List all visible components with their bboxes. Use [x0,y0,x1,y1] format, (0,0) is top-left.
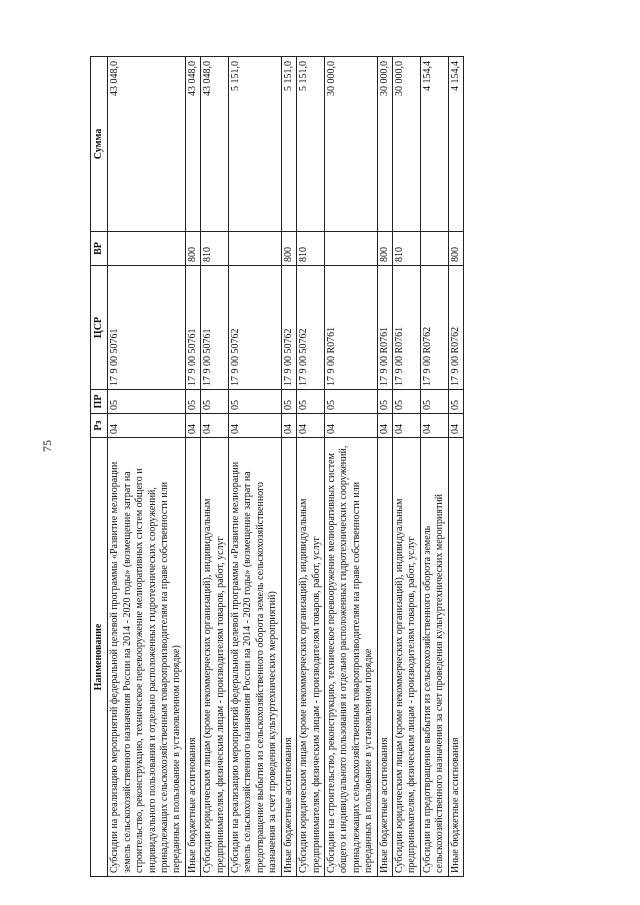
header-vr: ВР [91,232,108,266]
cell-vr: 810 [201,232,229,266]
cell-pr: 05 [201,390,229,414]
table-row [185,57,200,877]
cell-sum: 43 048,0 [108,57,185,232]
page-number: 75 [40,440,54,452]
cell-pr: 05 [297,390,325,414]
cell-name: Иные бюджетные ассигнования [281,438,296,877]
cell-csr: 17 9 00 R0761 [392,266,420,390]
cell-rz: 04 [201,414,229,438]
cell-vr: 810 [297,232,325,266]
cell-rz: 04 [108,414,185,438]
cell-sum: 5 151,0 [229,57,282,232]
cell-csr: 17 9 00 R0762 [448,266,463,390]
cell-name: Субсидии юридическим лицам (кроме некоммерческих организаций), индивидуальным предпринимателям, физическим лицам - производителям товаров, работ, услуг [392,438,420,877]
table-row [324,57,377,877]
cell-vr: 800 [377,232,392,266]
cell-rz: 04 [185,414,200,438]
table-row [420,57,448,877]
cell-vr [324,232,377,266]
header-name: Наименование [91,438,108,877]
cell-name: Субсидии на реализацию мероприятий федеральной целевой программы «Развитие мелиорации земель сельскохозяйственного назначения России на 2014 - 2020 годы» (возмещение затрат на предотвращение выбытия из сельскохозяйственного оборота земель сельскохозяйственного назначения за счет проведения культуртехнических мероприятий) [229,438,282,877]
cell-pr: 05 [281,390,296,414]
cell-vr: 800 [448,232,463,266]
cell-sum: 4 154,4 [420,57,448,232]
cell-sum: 30 000,0 [392,57,420,232]
cell-rz: 04 [324,414,377,438]
cell-vr [229,232,282,266]
cell-sum: 43 048,0 [185,57,200,232]
cell-sum: 30 000,0 [324,57,377,232]
cell-name: Субсидии на предотвращение выбытия из сельскохозяйственного оборота земель сельскохозяйственного назначения за счет проведения культуртехнических мероприятий [420,438,448,877]
header-sum: Сумма [91,57,108,232]
cell-name: Иные бюджетные ассигнования [185,438,200,877]
cell-sum: 43 048,0 [201,57,229,232]
table-header-row [91,57,108,877]
cell-csr: 17 9 00 R0761 [377,266,392,390]
table-row [281,57,296,877]
cell-vr: 810 [392,232,420,266]
cell-pr: 05 [420,390,448,414]
cell-rz: 04 [297,414,325,438]
table-row [392,57,420,877]
cell-pr: 05 [185,390,200,414]
table-row [229,57,282,877]
cell-pr: 05 [324,390,377,414]
cell-rz: 04 [229,414,282,438]
cell-pr: 05 [392,390,420,414]
cell-csr: 17 9 00 50761 [201,266,229,390]
cell-pr: 05 [377,390,392,414]
cell-sum: 4 154,4 [448,57,463,232]
cell-rz: 04 [448,414,463,438]
cell-csr: 17 9 00 50761 [185,266,200,390]
cell-sum: 30 000,0 [377,57,392,232]
cell-csr: 17 9 00 50762 [297,266,325,390]
cell-name: Иные бюджетные ассигнования [448,438,463,877]
cell-rz: 04 [377,414,392,438]
budget-table [90,56,464,877]
cell-name: Субсидии на строительство, реконструкцию, техническое перевооружение мелиоративных систем общего и индивидуального пользования и отдельно расположенных гидротехнических сооружений, принадлежащих сельскохозяйственным товаропроизводителям на праве собственности или переданных в пользование в установленном порядке [324,438,377,877]
header-csr: ЦСР [91,266,108,390]
header-pr: ПР [91,390,108,414]
cell-csr: 17 9 00 R0762 [420,266,448,390]
header-rz: Рз [91,414,108,438]
cell-csr: 17 9 00 50762 [281,266,296,390]
table-row [377,57,392,877]
cell-csr: 17 9 00 50761 [108,266,185,390]
cell-pr: 05 [229,390,282,414]
table-row [297,57,325,877]
cell-sum: 5 151,0 [297,57,325,232]
table-row [448,57,463,877]
table-row [108,57,185,877]
table-row [201,57,229,877]
cell-name: Субсидии на реализацию мероприятий федеральной целевой программы «Развитие мелиорации земель сельскохозяйственного назначения России на 2014 - 2020 годы» (возмещение затрат на строительство, реконструкцию, техническое перевооружение мелиоративных систем общего и индивидуального пользования и отдельно расположенных гидротехнических сооружений, принадлежащих сельскохозяйственным товаропроизводителям на праве собственности или переданных в пользование в установленном порядке) [108,438,185,877]
cell-name: Иные бюджетные ассигнования [377,438,392,877]
cell-pr: 05 [448,390,463,414]
cell-csr: 17 9 00 R0761 [324,266,377,390]
cell-rz: 04 [281,414,296,438]
cell-vr [420,232,448,266]
cell-vr [108,232,185,266]
cell-vr: 800 [185,232,200,266]
cell-rz: 04 [392,414,420,438]
cell-sum: 5 151,0 [281,57,296,232]
cell-name: Субсидии юридическим лицам (кроме некоммерческих организаций), индивидуальным предпринимателям, физическим лицам - производителям товаров, работ, услуг [201,438,229,877]
cell-rz: 04 [420,414,448,438]
cell-vr: 800 [281,232,296,266]
rotated-table-container [90,57,596,877]
cell-pr: 05 [108,390,185,414]
cell-name: Субсидии юридическим лицам (кроме некоммерческих организаций), индивидуальным предпринимателям, физическим лицам - производителям товаров, работ, услуг [297,438,325,877]
cell-csr: 17 9 00 50762 [229,266,282,390]
